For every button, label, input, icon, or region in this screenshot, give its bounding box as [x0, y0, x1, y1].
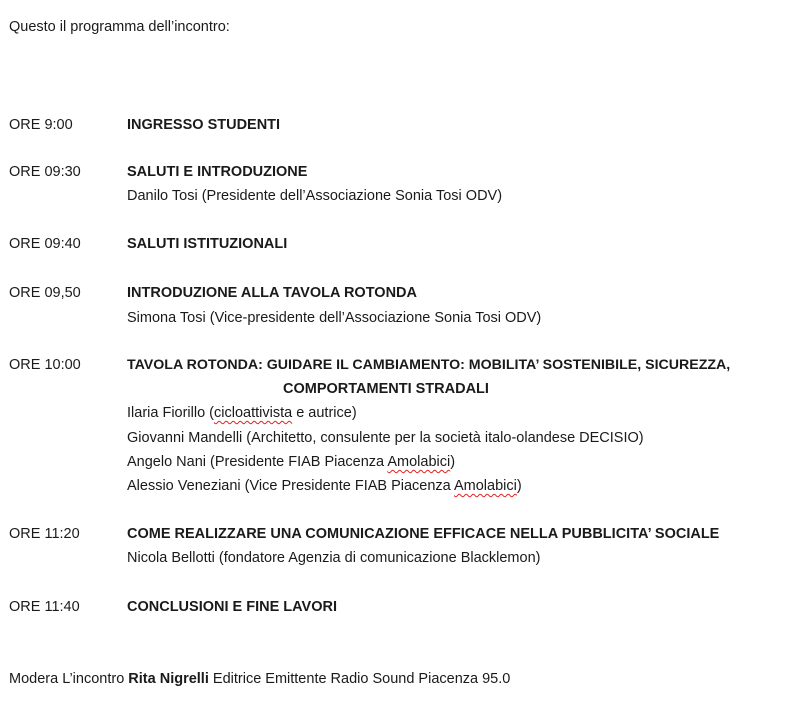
schedule-title: COME REALIZZARE UNA COMUNICAZIONE EFFICACE NELLA PUBBLICITA’ SOCIALE: [127, 526, 720, 542]
spellcheck-flagged-word: cicloattivista: [214, 405, 293, 421]
panel-speaker: Alessio Veneziani (Vice Presidente FIAB Piacenza Amolabici): [127, 478, 522, 494]
schedule-title: SALUTI E INTRODUZIONE: [127, 164, 308, 180]
schedule-time: ORE 9:00: [9, 117, 73, 133]
moderator-line: Modera L’incontro Rita Nigrelli Editrice Emittente Radio Sound Piacenza 95.0: [9, 671, 511, 687]
moderator-name: Rita Nigrelli: [128, 671, 209, 687]
schedule-time: ORE 09:40: [9, 236, 81, 252]
schedule-title-continued: COMPORTAMENTI STRADALI: [283, 381, 489, 397]
schedule-title: TAVOLA ROTONDA: GUIDARE IL CAMBIAMENTO: MOBILITA’ SOSTENIBILE, SICUREZZA,: [127, 357, 731, 373]
panel-speaker: Giovanni Mandelli (Architetto, consulente per la società italo-olandese DECISIO): [127, 430, 644, 446]
schedule-time: ORE 09:30: [9, 164, 81, 180]
intro-text: Questo il programma dell’incontro:: [9, 19, 230, 35]
schedule-time: ORE 09,50: [9, 285, 81, 301]
schedule-time: ORE 11:40: [9, 599, 80, 615]
spellcheck-flagged-word: Amolabici: [387, 454, 451, 470]
schedule-title: CONCLUSIONI E FINE LAVORI: [127, 599, 337, 615]
schedule-speaker: Simona Tosi (Vice-presidente dell’Associazione Sonia Tosi ODV): [127, 310, 542, 326]
schedule-title: INGRESSO STUDENTI: [127, 117, 281, 133]
schedule-title: INTRODUZIONE ALLA TAVOLA ROTONDA: [127, 285, 417, 301]
schedule-speaker: Nicola Bellotti (fondatore Agenzia di comunicazione Blacklemon): [127, 550, 541, 566]
panel-speaker: Ilaria Fiorillo (cicloattivista e autrice): [127, 405, 357, 421]
schedule-time: ORE 11:20: [9, 526, 80, 542]
schedule-time: ORE 10:00: [9, 357, 81, 373]
spellcheck-flagged-word: Amolabici: [453, 478, 517, 494]
panel-speaker: Angelo Nani (Presidente FIAB Piacenza Amolabici): [127, 454, 456, 470]
schedule-title: SALUTI ISTITUZIONALI: [127, 236, 288, 252]
schedule-speaker: Danilo Tosi (Presidente dell’Associazione Sonia Tosi ODV): [127, 188, 503, 204]
